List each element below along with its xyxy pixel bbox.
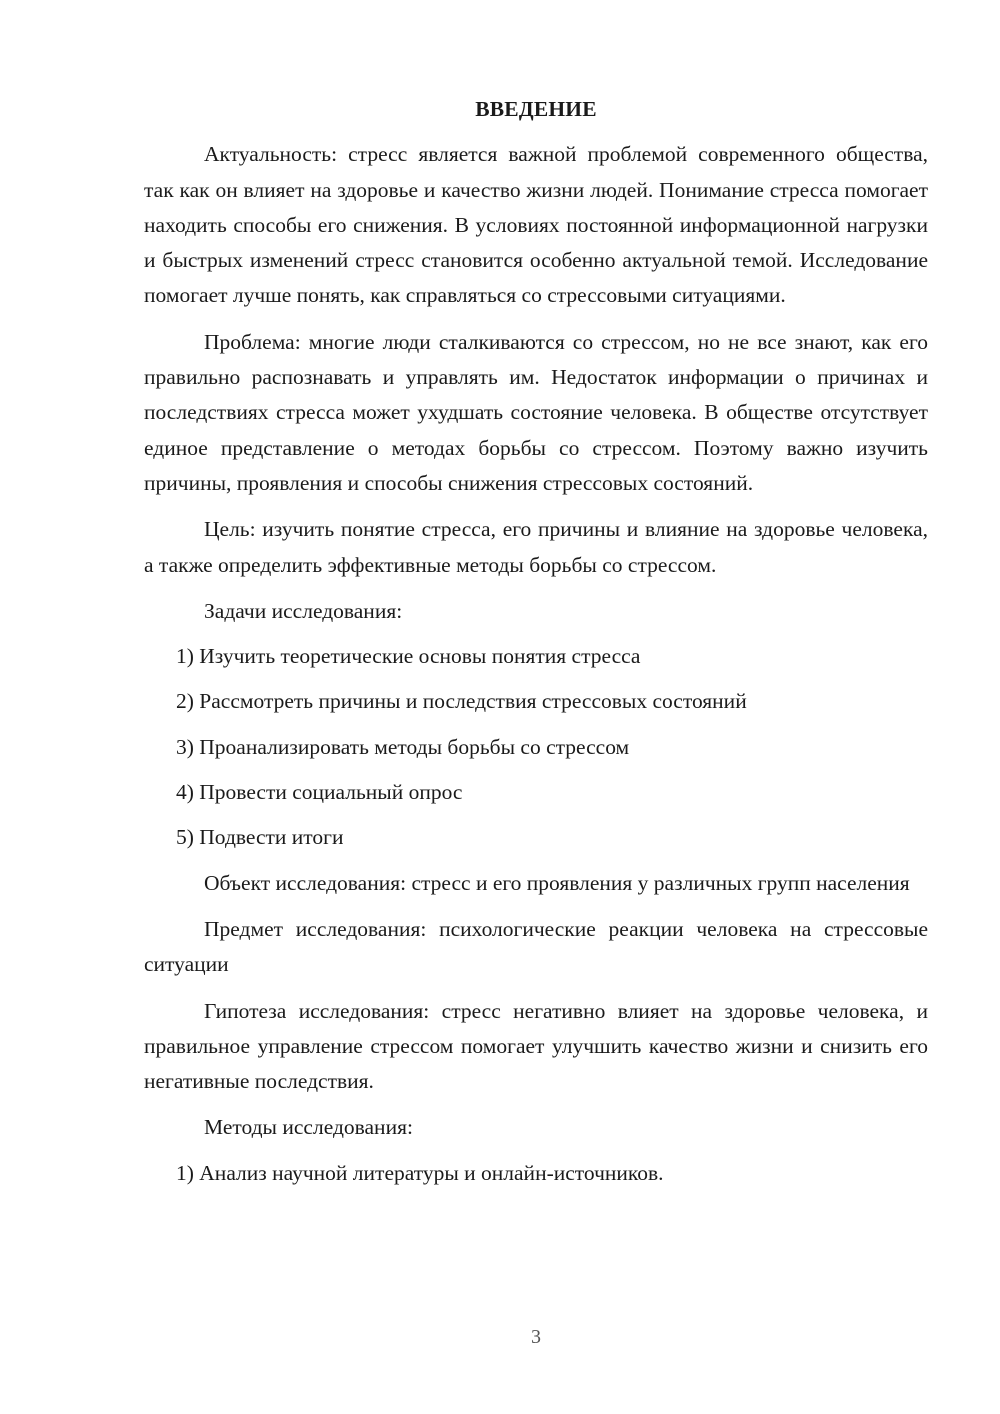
object-paragraph: Объект исследования: стресс и его проявления у различных групп населения <box>204 870 910 895</box>
page-number: 3 <box>531 1326 541 1348</box>
section-title: ВВЕДЕНИЕ <box>475 97 597 121</box>
tasks-heading: Задачи исследования: <box>204 598 403 623</box>
hypothesis-paragraph: Гипотеза исследования: стресс негативно влияет на здоровье человека, и правильное управление стрессом помогает улучшить качество жизни и снизить его негативные последствия. <box>144 998 928 1094</box>
methods-heading: Методы исследования: <box>204 1115 413 1140</box>
list-item: 1) Анализ научной литературы и онлайн-источников. <box>176 1160 664 1185</box>
tasks-list <box>144 639 928 855</box>
list-item: 3) Проанализировать методы борьбы со стрессом <box>176 734 630 759</box>
subject-paragraph: Предмет исследования: психологические реакции человека на стрессовые ситуации <box>144 916 928 977</box>
methods-list <box>144 1156 928 1191</box>
list-item: 2) Рассмотреть причины и последствия стрессовых состояний <box>176 689 747 714</box>
list-item: 1) Изучить теоретические основы понятия стресса <box>176 644 641 669</box>
document-page <box>144 92 928 1201</box>
list-item: 4) Провести социальный опрос <box>176 780 463 805</box>
problem-paragraph: Проблема: многие люди сталкиваются со стрессом, но не все знают, как его правильно распознавать и управлять им. Недостаток информации о причинах и последствиях стресса может ухудшать состояние человека. В обществе отсутствует единое представление о методах борьбы со стрессом. Поэтому важно изучить причины, проявления и способы снижения стрессовых состояний. <box>144 329 928 495</box>
goal-paragraph: Цель: изучить понятие стресса, его причины и влияние на здоровье человека, а также определить эффективные методы борьбы со стрессом. <box>144 517 928 577</box>
relevance-paragraph: Актуальность: стресс является важной проблемой современного общества, так как он влияет на здоровье и качество жизни людей. Понимание стресса помогает находить способы его снижения. В условиях постоянной информационной нагрузки и быстрых изменений стресс становится особенно актуальной темой. Исследование помогает лучше понять, как справляться со стрессовыми ситуациями. <box>144 142 928 308</box>
list-item: 5) Подвести итоги <box>176 825 344 850</box>
